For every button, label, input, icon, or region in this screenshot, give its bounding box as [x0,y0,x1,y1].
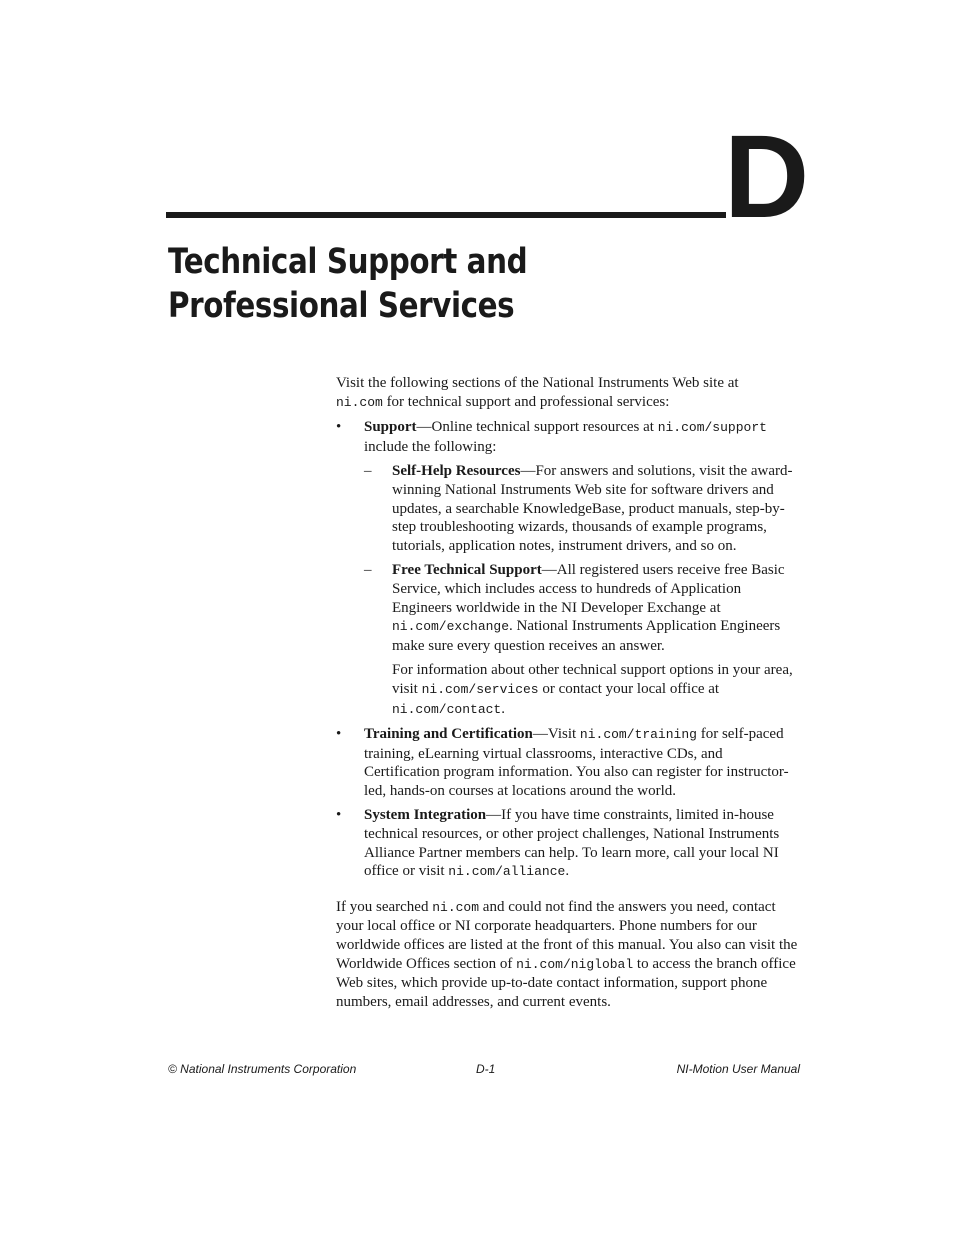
appendix-letter: D [724,111,808,243]
page-footer [168,1062,800,1078]
support-options-note: For information about other technical support options in your area, visit ni.com/services or contact your local office at ni.com/contact. [392,662,793,717]
list-item-free-support: – Free Technical Support—All registered users receive free Basic Service, which includes access to hundreds of Application Engineers worldwide in the NI Developer Exchange at ni.com/exchange. National Instruments Application Engineers make sure every question receives an answer. For information about other technical support options in your area, visit ni.com/services or contact your local office at ni.com/contact. [364,561,800,719]
body-text [336,374,800,1011]
integration-heading: System Integration [364,807,487,824]
link-ni-com[interactable]: ni.com [336,394,383,410]
link-ni-com-alliance[interactable]: ni.com/alliance [448,864,566,880]
bullet-marker: • [336,419,342,436]
footer-copyright: © National Instruments Corporation [168,1062,357,1076]
link-ni-com-training[interactable]: ni.com/training [579,727,697,743]
bullet-marker: • [336,726,342,743]
list-item-training: • Training and Certification—Visit ni.com/training for self-paced training, eLearning virtual classrooms, interactive CDs, and Certification program information. You also can register for instructor-led, hands-on courses at locations around the world. [336,726,789,799]
link-ni-com-services[interactable]: ni.com/services [421,681,539,697]
link-ni-com-contact[interactable]: ni.com/contact [392,701,502,717]
training-heading: Training and Certification [364,726,533,743]
list-item-support: • Support—Online technical support resources at ni.com/support include the following: – Self-Help Resources—For answers and solutions, visit the award-winning National Instruments Web site for software drivers and updates, a searchable KnowledgeBase, product manuals, step-by-step troubleshooting wizards, thousands of example programs, tutorials, application notes, instrument drivers, and so on. – Free Technical Support—All registered users receive free Basic Service, which includes access to hundreds of Application Engineers worldwide in the NI Developer Exchange at ni.com/exchange. National Instruments Application Engineers make sure every question receives an answer. For information about other technical support options in your area, visit ni.com/services or contact your local office at ni.com/contact. [336,418,800,719]
closing-paragraph: If you searched ni.com and could not find the answers you need, contact your local office or NI corporate headquarters. Phone numbers for our worldwide offices are listed at the front of this manual. You also can visit the Worldwide Offices section of ni.com/niglobal to access the branch office Web sites, which provide up-to-date contact information, support phone numbers, email addresses, and current events. [336,898,798,1010]
link-ni-com-niglobal[interactable]: ni.com/niglobal [516,956,634,972]
support-heading: Support [364,419,417,436]
dash-marker: – [364,562,372,579]
bullet-marker: • [336,807,342,824]
intro-paragraph: Visit the following sections of the National Instruments Web site at ni.com for technical support and professional services: [336,375,739,410]
page-title [168,240,527,328]
link-ni-com-exchange[interactable]: ni.com/exchange [392,619,510,635]
footer-manual-title: NI-Motion User Manual [676,1062,800,1076]
chapter-rule [166,212,726,218]
title-line-2: Professional Services [168,286,515,326]
link-ni-com-support[interactable]: ni.com/support [657,420,767,436]
free-support-heading: Free Technical Support [392,562,542,579]
list-item-integration: • System Integration—If you have time constraints, limited in-house technical resources, or other project challenges, National Instruments Alliance Partner members can help. To learn more, call your local NI office or visit ni.com/alliance. [336,807,780,880]
list-item-self-help: – Self-Help Resources—For answers and solutions, visit the award-winning National Instruments Web site for software drivers and updates, a searchable KnowledgeBase, product manuals, step-by-step troubleshooting wizards, thousands of example programs, tutorials, application notes, instrument drivers, and so on. [364,463,793,554]
self-help-heading: Self-Help Resources [392,463,521,480]
title-line-1: Technical Support and [168,242,528,282]
link-ni-com-closing[interactable]: ni.com [432,899,480,915]
support-sublist [364,462,800,719]
footer-page-number: D-1 [476,1062,496,1076]
dash-marker: – [364,463,372,480]
